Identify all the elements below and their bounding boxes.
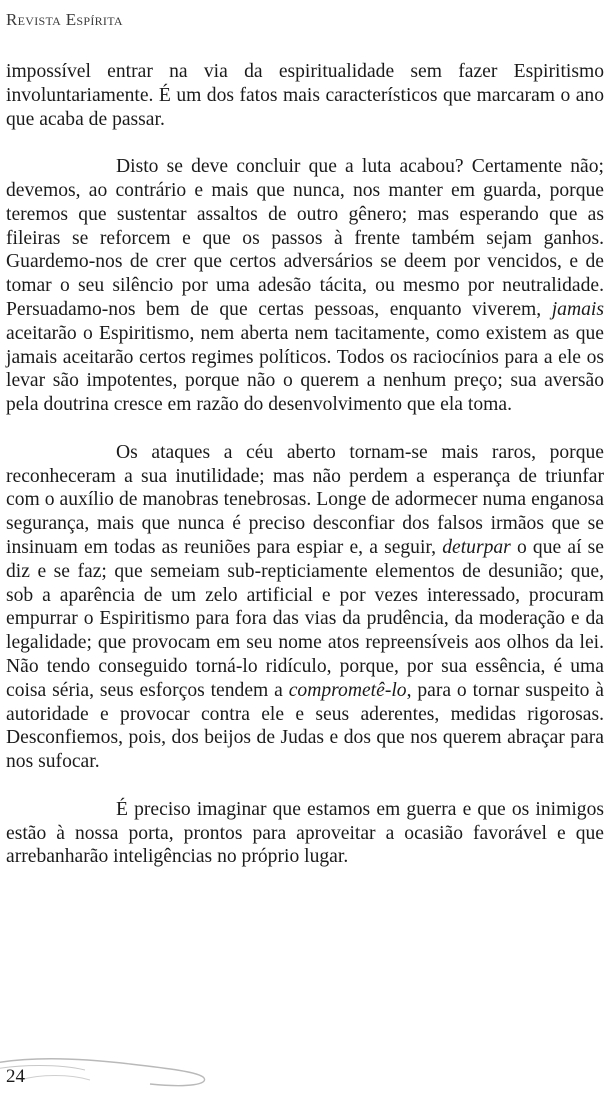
paragraph xyxy=(6,441,604,774)
paragraph xyxy=(6,798,604,869)
page-number: 24 xyxy=(6,1066,25,1087)
paragraph-text: , para o tornar suspeito à autoridade e provocar contra ele e seus aderentes, medidas rigorosas. Desconfiemos, pois, dos beijos de Judas e dos que nos querem abraçar para nos sufocar. xyxy=(6,679,605,773)
paragraph-text: É preciso imaginar que estamos em guerra e que os inimigos estão à nossa porta, prontos para aproveitar a ocasião favorável e que arrebanharão inteligências no próprio lugar. xyxy=(6,798,604,868)
emphasized-text: comprometê-lo xyxy=(288,679,407,701)
emphasized-text: deturpar xyxy=(442,536,511,558)
running-head-title: Revista Espírita xyxy=(6,10,123,29)
paragraph-text: Os ataques a céu aberto tornam-se mais raros, porque reconheceram a sua inutilidade; mas não perdem a esperança de triunfar com o auxílio de manobras tenebrosas. Longe de adormecer numa enganosa segurança, mais que nunca é preciso desconfiar dos falsos irmãos que se insinuam em todas as reuniões para espiar e, a seguir, xyxy=(6,441,604,558)
paragraph xyxy=(6,155,604,417)
article-body xyxy=(6,60,604,893)
paragraph xyxy=(6,60,604,131)
paragraph-text: Disto se deve concluir que a luta acabou? Certamente não; devemos, ao contrário e mais que nunca, nos manter em guarda, porque teremos que sustentar assaltos de outro gênero; mas esperando que as fileiras se reforcem e que os passos à frente também sejam ganhos. Guardemo-nos de crer que certos adversários se deem por vencidos, e de tomar o seu silêncio por uma adesão tácita, ou mesmo por neutralidade. Persuadamo-nos bem de que certas pessoas, enquanto viverem, xyxy=(6,156,604,320)
paragraph-text: aceitarão o Espiritismo, nem aberta nem tacitamente, como existem as que jamais aceitarão certos regimes políticos. Todos os raciocínios para a ele os levar são impotentes, porque não o querem a nenhum preço; sua aversão pela doutrina cresce em razão do desenvolvimento que ela toma. xyxy=(6,322,604,416)
emphasized-text: jamais xyxy=(551,298,604,320)
decorative-swirl-icon xyxy=(0,1050,220,1090)
paragraph-text: impossível entrar na via da espiritualidade sem fazer Espiritismo involuntariamente. É um dos fatos mais característicos que marcaram o ano que acaba de passar. xyxy=(6,61,604,130)
paragraph-text: o que aí se diz e se faz; que semeiam sub-repticiamente elementos de desunião; que, sob a aparência de um zelo artificial e por vezes interessado, procuram empurrar o Espiritismo para fora das vias da prudência, da moderação e da legalidade; que provocam em seu nome atos repreensíveis aos olhos da lei. Não tendo conseguido torná-lo ridículo, porque, por sua essência, é uma coisa séria, seus esforços tendem a xyxy=(6,536,605,701)
